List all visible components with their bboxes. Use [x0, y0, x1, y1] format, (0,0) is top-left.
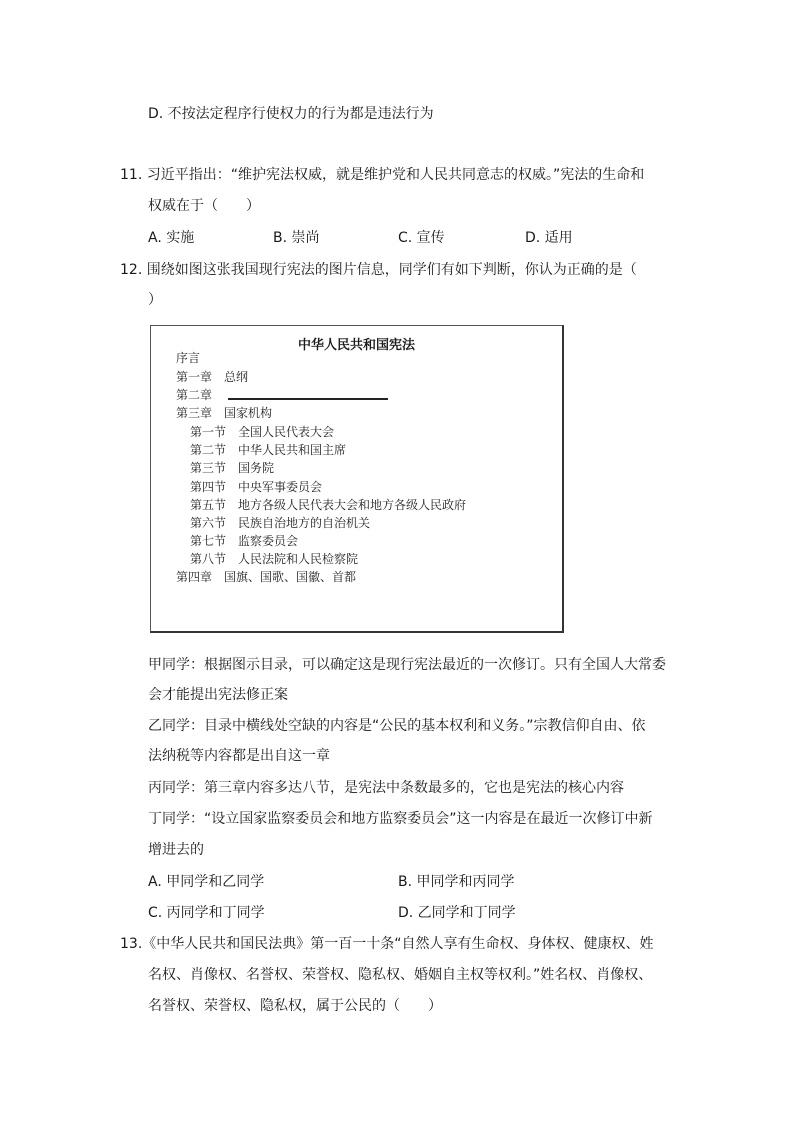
q12-statement-yi-line1: 乙同学：目录中横线处空缺的内容是“公民的基本权利和义务。”宗教信仰自由、依: [148, 718, 646, 734]
q12-option-d: D. 乙同学和丁同学: [398, 905, 516, 921]
toc-num: 第六节: [190, 516, 227, 530]
q11-option-c: C. 宣传: [398, 230, 445, 246]
toc-blank-line: [228, 398, 388, 400]
toc-num: 第一节: [190, 425, 227, 439]
toc-num: 第三节: [190, 461, 227, 475]
toc-entry-section4: [190, 479, 322, 495]
q11-stem-line2: 权威在于（ ）: [148, 198, 260, 214]
q12-stem-line1: 12. 围绕如图这张我国现行宪法的图片信息，同学们有如下判断，你认为正确的是（: [120, 262, 637, 278]
toc-entry-chapter2: [176, 387, 212, 403]
q12-option-c: C. 丙同学和丁同学: [148, 905, 265, 921]
toc-num: 第五节: [190, 498, 227, 512]
q13-stem-line3: 名誉权、荣誉权、隐私权，属于公民的（ ）: [148, 998, 442, 1014]
toc-entry-chapter1: [176, 369, 248, 385]
toc-num: 第三章: [176, 406, 213, 420]
q12-statement-ding-line1: 丁同学：“设立国家监察委员会和地方监察委员会”这一内容是在最近一次修订中新: [148, 811, 653, 827]
toc-entry-chapter3: [176, 405, 272, 421]
figure-title: 中华人民共和国宪法: [297, 338, 415, 353]
toc-title: 民族自治地方的自治机关: [238, 516, 371, 530]
toc-title: 全国人民代表大会: [238, 425, 335, 439]
q12-statement-jia-line2: 会才能提出宪法修正案: [148, 687, 288, 703]
q13-stem-line1: 13.《中华人民共和国民法典》第一百一十条“自然人享有生命权、身体权、健康权、姓: [120, 936, 654, 952]
q11-stem-line1: 11. 习近平指出：“维护宪法权威，就是维护党和人民共同意志的权威。”宪法的生命和: [120, 167, 645, 183]
toc-entry-section3: [190, 460, 274, 476]
toc-title: 国旗、国歌、国徽、首都: [224, 570, 357, 584]
toc-title: 国家机构: [224, 406, 273, 420]
q12-statement-yi-line2: 法纳税等内容都是出自这一章: [148, 748, 330, 764]
toc-entry-preface: [176, 350, 200, 366]
q11-option-d: D. 适用: [525, 230, 573, 246]
toc-num: 第二节: [190, 443, 227, 457]
toc-num: 第四章: [176, 570, 213, 584]
toc-num: 第二章: [176, 388, 213, 402]
toc-entry-section8: [190, 551, 358, 567]
toc-title: 中央军事委员会: [238, 480, 323, 494]
q11-option-b: B. 崇尚: [273, 230, 320, 246]
toc-entry-section1: [190, 424, 334, 440]
q12-option-a: A. 甲同学和乙同学: [148, 874, 265, 890]
toc-entry-section7: [190, 533, 298, 549]
toc-title: 国务院: [238, 461, 275, 475]
q12-statement-bing: 丙同学：第三章内容多达八节，是宪法中条数最多的，它也是宪法的核心内容: [148, 780, 624, 796]
toc-num: 第七节: [190, 534, 227, 548]
q12-statement-jia-line1: 甲同学：根据图示目录，可以确定这是现行宪法最近的一次修订。只有全国人大常委: [148, 657, 666, 673]
toc-num: 第八节: [190, 552, 227, 566]
q10-option-d: D. 不按法定程序行使权力的行为都是违法行为: [148, 106, 434, 122]
toc-entry-chapter4: [176, 569, 356, 585]
toc-title: 地方各级人民代表大会和地方各级人民政府: [238, 498, 467, 512]
toc-num: 序言: [176, 351, 201, 365]
toc-entry-section2: [190, 442, 346, 458]
toc-num: 第一章: [176, 370, 213, 384]
q13-stem-line2: 名权、肖像权、名誉权、荣誉权、隐私权、婚姻自主权等权利。”姓名权、肖像权、: [148, 967, 653, 983]
toc-title: 总纲: [224, 370, 249, 384]
q12-stem-line2: ）: [148, 292, 162, 308]
toc-entry-section6: [190, 515, 370, 531]
q12-option-b: B. 甲同学和丙同学: [398, 874, 515, 890]
toc-title: 中华人民共和国主席: [238, 443, 347, 457]
toc-title: 监察委员会: [238, 534, 299, 548]
toc-entry-section5: [190, 497, 466, 513]
toc-title: 人民法院和人民检察院: [238, 552, 359, 566]
toc-num: 第四节: [190, 480, 227, 494]
q12-statement-ding-line2: 增进去的: [148, 842, 204, 858]
q11-option-a: A. 实施: [148, 230, 195, 246]
